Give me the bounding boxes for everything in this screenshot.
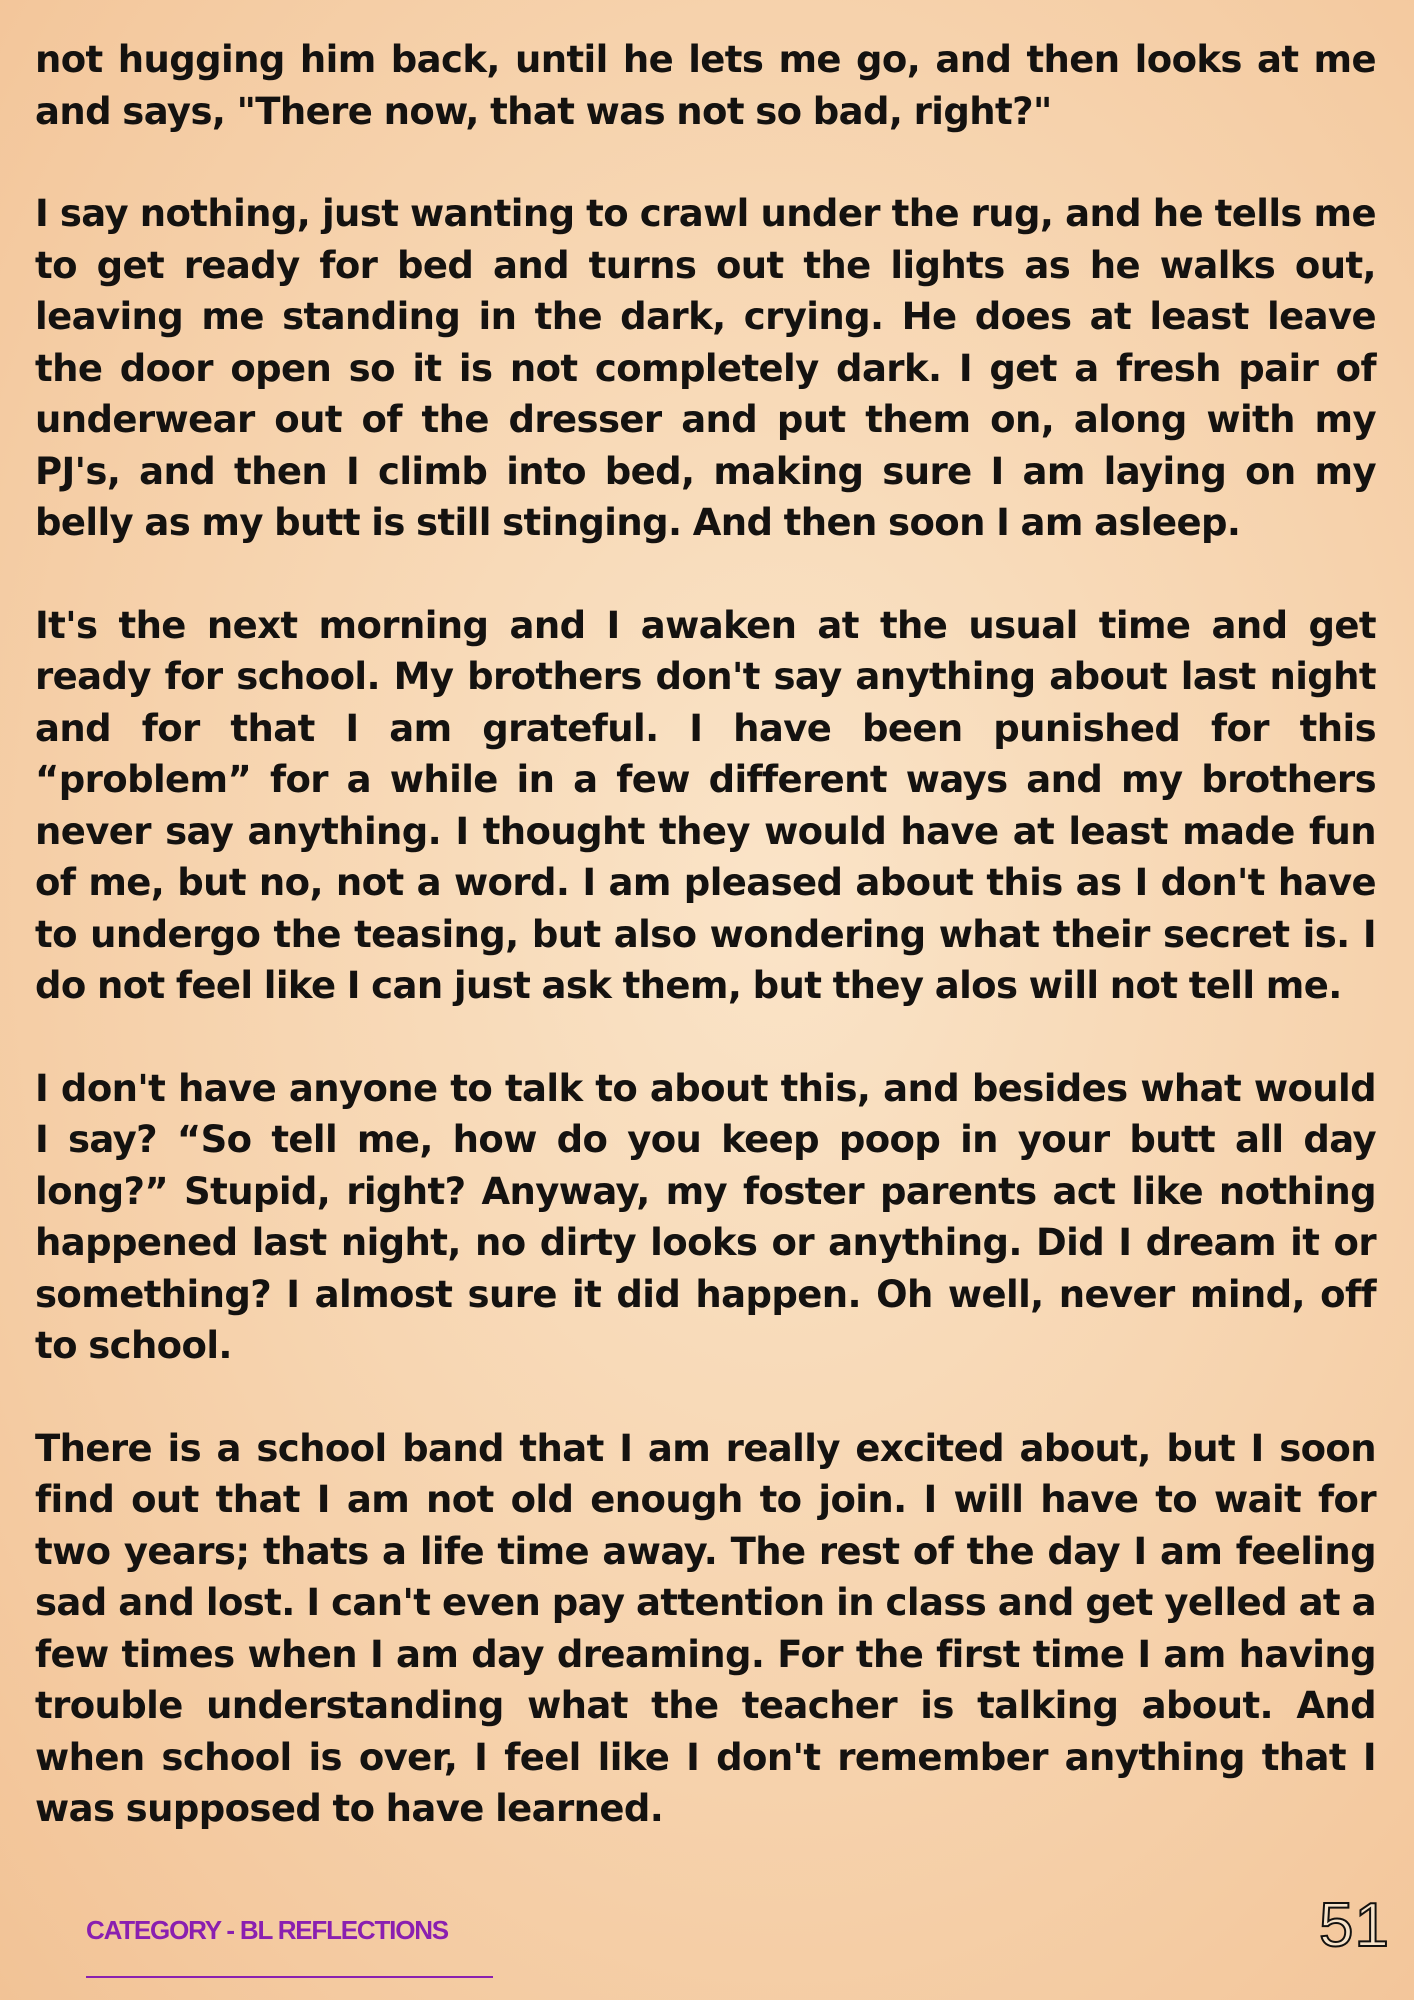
paragraph: not hugging him back, until he lets me go, and then looks at me and says, "There now, that was not so bad, right?" [35,38,1376,133]
footer-divider [86,1976,493,1978]
paragraph: There is a school band that I am really excited about, but I soon find out that I am not old enough to join. I will have to wait for two years; thats a life time away. The rest of the day I am feeling sad and lost. I can't even pay attention in class and get yelled at a few times when I am day dreaming. For the first time I am having trouble understanding what the teacher is talking about. And when school is over, I feel like I don't remember anything that I was supposed to have learned. [35,1426,1376,1830]
paragraph: I say nothing, just wanting to crawl under the rug, and he tells me to get ready for bed and turns out the lights as he walks out, leaving me standing in the dark, crying. He does at least leave the door open so it is not completely dark. I get a fresh pair of underwear out of the dresser and put them on, along with my PJ's, and then I climb into bed, making sure I am laying on my belly as my butt is still stinging. And then soon I am asleep. [35,192,1376,544]
paragraph: It's the next morning and I awaken at the usual time and get ready for school. My brothers don't say anything about last night and for that I am grateful. I have been punished for this “problem” for a while in a few different ways and my brothers never say anything. I thought they would have at least made fun of me, but no, not a word. I am pleased about this as I don't have to undergo the teasing, but also wondering what their secret is. I do not feel like I can just ask them, but they alos will not tell me. [35,603,1376,1007]
footer-category: CATEGORY - BL REFLECTIONS [86,1915,448,1945]
paragraph: I don't have anyone to talk to about this, and besides what would I say? “So tell me, how do you keep poop in your butt all day long?” Stupid, right? Anyway, my foster parents act like nothing happened last night, no dirty looks or anything. Did I dream it or something? I almost sure it did happen. Oh well, never mind, off to school. [35,1066,1376,1367]
page-body [35,34,1376,1886]
page-number: 51 [1319,1891,1390,1960]
